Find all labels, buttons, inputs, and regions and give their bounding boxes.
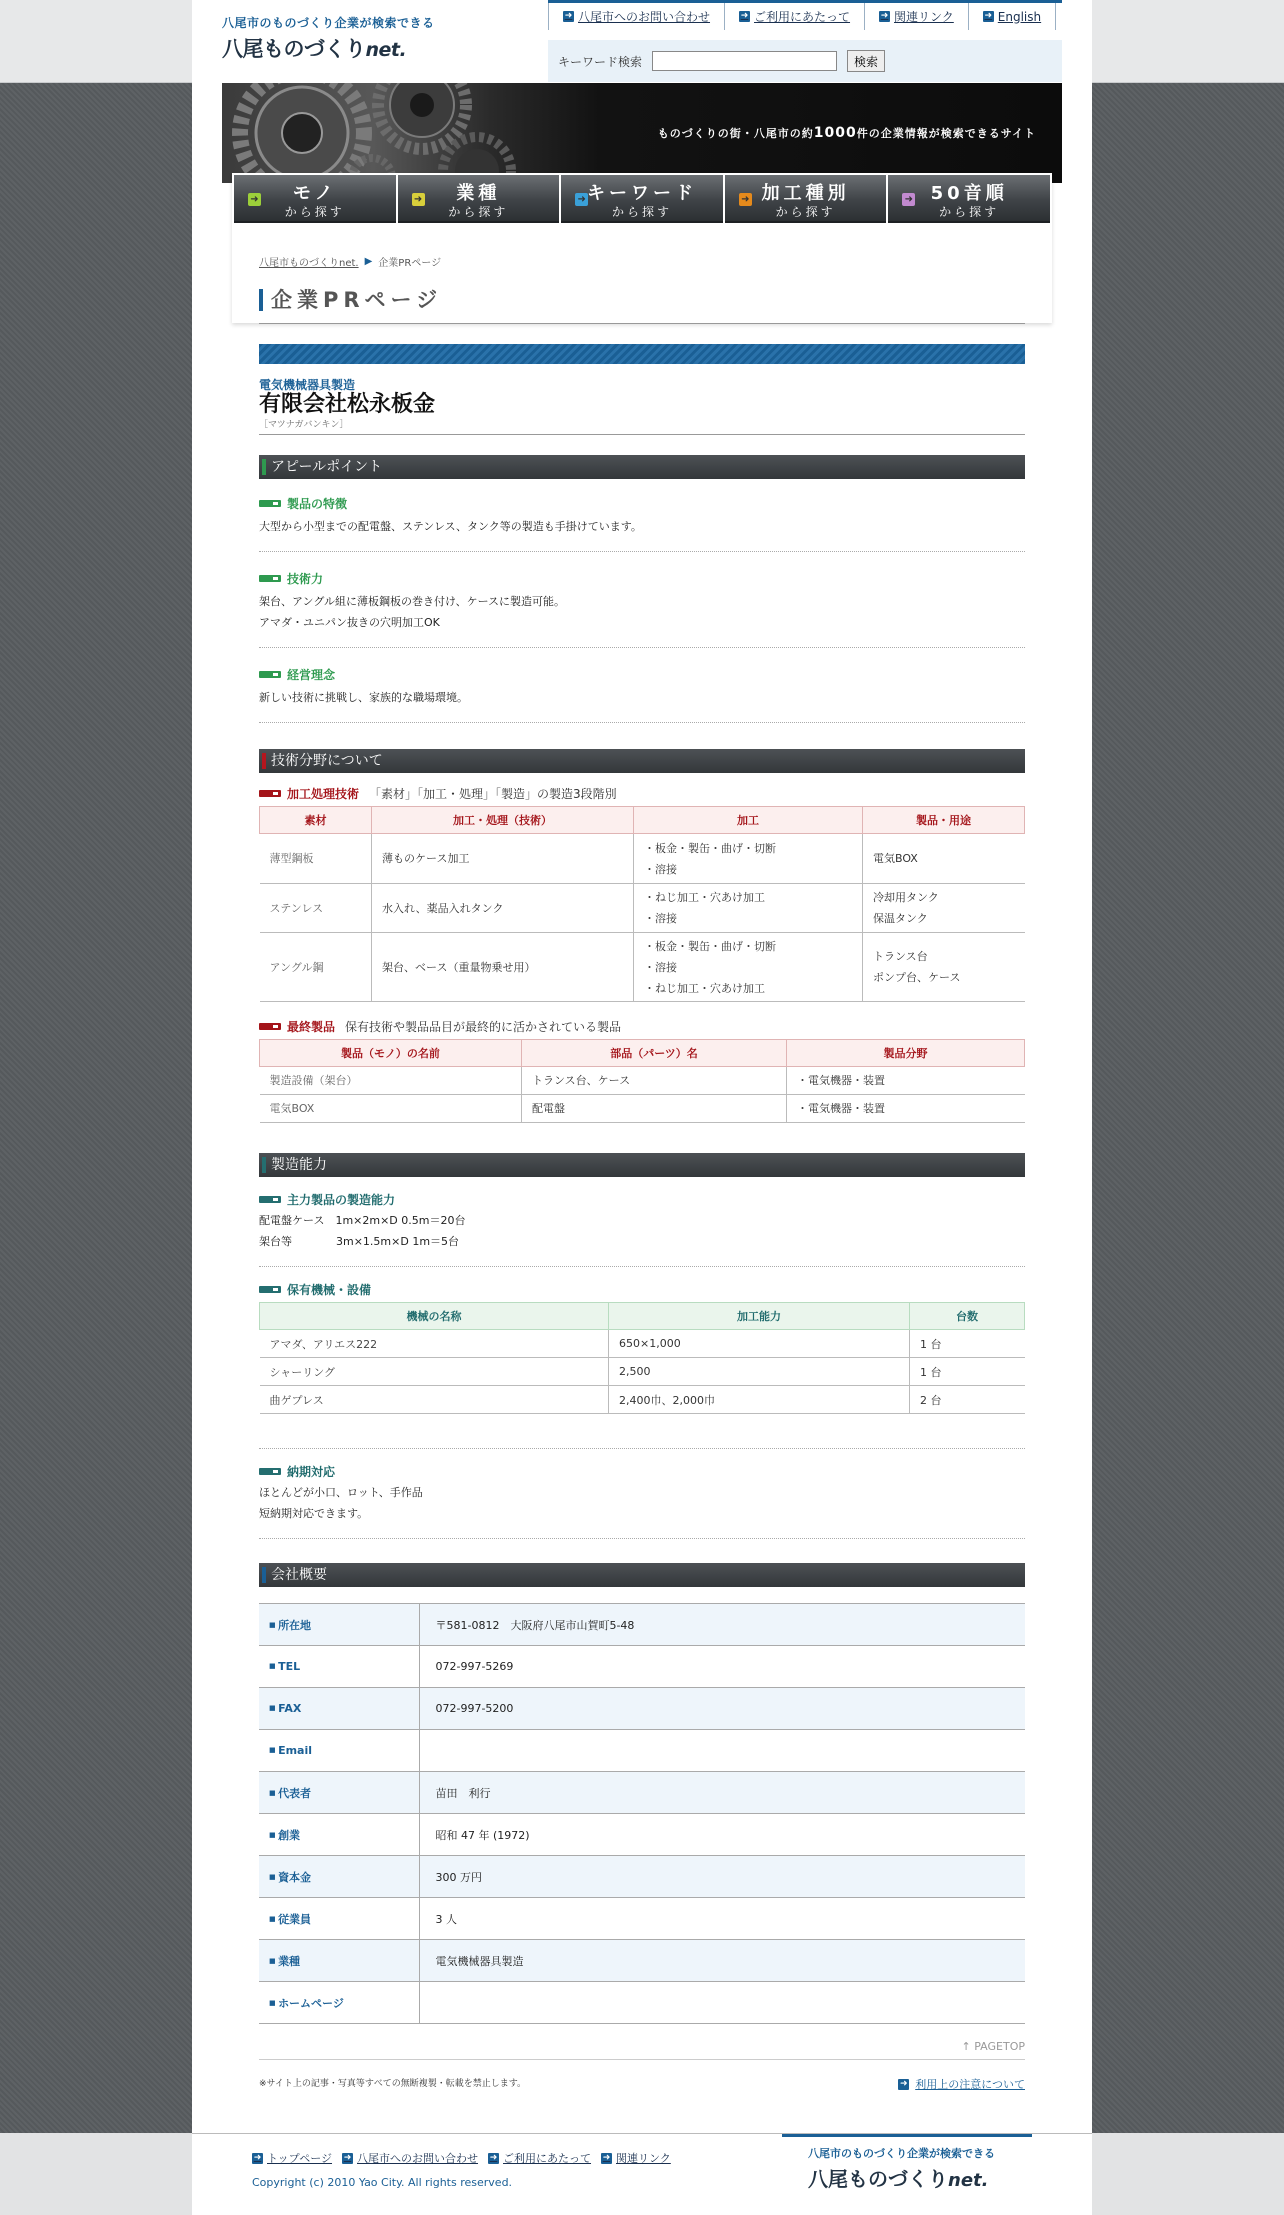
table-cell: 薄型鋼板 [260,834,372,884]
dotted-divider [259,1266,1025,1267]
equip-title: 保有機械・設備 [287,1283,372,1297]
table-cell: 曲ゲプレス [260,1386,609,1414]
table-cell: ・電気機器・装置 [787,1095,1025,1123]
profile-row [259,1646,1025,1688]
profile-value [419,1982,1025,2024]
footer-usage-link[interactable] [488,2150,591,2166]
table-cell: 2,400巾、2,000巾 [609,1386,910,1414]
appeal-line: 架台、アングル組に薄板鋼板の巻き付け、ケースに製造可能。 [259,595,566,608]
appeal-item-text [259,591,1025,633]
footer-links-link[interactable] [601,2150,671,2166]
arrow-icon: ➜ [984,11,993,21]
arrow-icon: ➜ [343,2152,352,2163]
profile-row [259,1604,1025,1646]
table-cell: ・電気機器・装置 [787,1067,1025,1095]
main-capacity-title: 主力製品の製造能力 [287,1193,396,1207]
nav-label: 八尾市へのお問い合わせ [578,10,711,24]
arrow-icon: ➜ [248,193,261,206]
final-note: 保有技術や製品品目が最終的に活かされている製品 [345,1020,622,1034]
arrow-icon: ➜ [575,193,588,206]
arrow-icon: ➜ [880,11,889,21]
gnav-subtitle: から探す [775,205,836,219]
footer-nav-label: 八尾市へのお問い合わせ [357,2152,479,2165]
table-row [260,884,1025,933]
site-logo[interactable] [222,14,435,63]
gnav-subtitle: から探す [939,205,1000,219]
proc-heading [259,785,1025,802]
main-capacity-heading [259,1191,1025,1208]
main-capacity-text [259,1210,1025,1252]
section-tech: 技術分野について [259,749,1025,773]
table-cell: 1 台 [910,1358,1025,1386]
tag-pre: ものづくりの街・八尾市の約 [657,127,814,140]
company-divider [259,434,1025,435]
profile-value: 300 万円 [419,1856,1025,1898]
company-kana: ［マツナガバンキン］ [259,420,349,430]
marker-icon [259,1286,281,1293]
arrow-icon: ➜ [902,193,915,206]
notice-bar [259,2059,1025,2092]
gears-image [222,83,582,183]
dotted-divider [259,1538,1025,1539]
profile-value: 3 人 [419,1898,1025,1940]
nav-english-link[interactable] [968,3,1056,30]
table-row [260,933,1025,1002]
delivery-line: 短納期対応できます。 [259,1507,369,1520]
gnav-title: 業種 [456,183,501,204]
appeal-item-heading [259,570,1025,587]
dotted-divider [259,551,1025,552]
equip-heading [259,1281,1025,1298]
table-cell: トランス台、ケース [522,1067,787,1095]
table-row [260,1386,1025,1414]
table-cell: 薄ものケース加工 [372,834,634,884]
company-stripe [259,344,1025,364]
footer-top-link[interactable] [252,2150,332,2166]
proc-body [260,834,1025,1002]
table-cell: 2 台 [910,1386,1025,1414]
gnav-item-3[interactable] [725,175,887,223]
footer-nav-label: 関連リンク [616,2152,671,2165]
appeal-line: 新しい技術に挑戦し、家族的な職場環境。 [259,691,468,704]
proc-table [259,806,1025,1002]
tag-num: 1000 [813,125,857,141]
appeal-item-title: 技術力 [287,572,324,586]
profile-value: 072-997-5200 [419,1688,1025,1730]
profile-row [259,1814,1025,1856]
footer-logo-text: 八尾ものづくり [808,2167,948,2191]
column-header: 製品分野 [787,1040,1025,1067]
appeal-line: アマダ・ユニパン抜きの穴明加工OK [259,616,440,629]
delivery-text [259,1482,1025,1524]
dotted-divider [259,722,1025,723]
search-bar [548,40,1062,82]
marker-icon [259,1023,281,1030]
delivery-line: ほとんどが小口、ロット、手作品 [259,1486,423,1499]
section-profile: 会社概要 [259,1563,1025,1587]
final-body [260,1067,1025,1123]
company-type: 電気機械器具製造 [259,378,356,392]
nav-label: 関連リンク [894,10,954,24]
profile-key: ■ 所在地 [259,1604,419,1646]
arrow-icon: ➜ [564,11,573,21]
column-header: 台数 [910,1303,1025,1330]
footer-logo[interactable] [782,2134,1032,2192]
nav-contact-link[interactable] [548,3,724,30]
gnav-item-0[interactable] [234,175,396,223]
final-table [259,1039,1025,1123]
usage-notes-label: 利用上の注意について [915,2078,1025,2091]
logo-subtitle: 八尾市のものづくり企業が検索できる [222,16,435,30]
footer-nav-label: トップページ [267,2152,333,2165]
marker-icon [259,1468,281,1475]
footer-nav [252,2150,671,2166]
profile-row [259,1982,1025,2024]
profile-row [259,1940,1025,1982]
triangle-right-icon: ▶ [364,256,373,267]
profile-row [259,1898,1025,1940]
appeal-item-title: 製品の特徴 [287,497,348,511]
final-heading [259,1018,1025,1035]
title-divider [259,323,1025,324]
search-label: キーワード検索 [558,54,643,69]
breadcrumb [259,254,1025,269]
equip-table [259,1302,1025,1414]
footer-nav-label: ご利用にあたって [503,2152,592,2165]
table-cell: ・ねじ加工・穴あけ加工 ・溶接 [634,884,863,933]
marker-icon [259,575,281,582]
table-cell: 製造設備（架台） [260,1067,522,1095]
delivery-heading [259,1463,1025,1480]
table-cell: トランス台 ポンプ台、ケース [863,933,1025,1002]
profile-value: 〒581-0812 大阪府八尾市山賀町5-48 [419,1604,1025,1646]
banner [222,83,1062,183]
logo-net: net. [365,39,407,61]
profile-table [259,1603,1025,2024]
column-header: 機械の名称 [260,1303,609,1330]
profile-value: 電気機械器具製造 [419,1940,1025,1982]
company-name: 有限会社松永板金 [259,392,436,417]
nav-usage-link[interactable] [724,3,864,30]
profile-row [259,1772,1025,1814]
profile-value: 苗田 利行 [419,1772,1025,1814]
copyright: Copyright (c) 2010 Yao City. All rights reserved. [252,2176,513,2189]
breadcrumb-current: 企業PRページ [378,258,442,269]
nav-label: ご利用にあたって [754,10,851,24]
appeal-item-text [259,687,1025,708]
table-cell: 2,500 [609,1358,910,1386]
page [192,0,1092,2215]
column-header: 加工・処理（技術） [372,807,634,834]
profile-row [259,1688,1025,1730]
gnav-title: モノ [292,183,337,204]
column-header: 製品（モノ）の名前 [260,1040,522,1067]
table-cell: アングル鋼 [260,933,372,1002]
breadcrumb-home[interactable]: 八尾市ものづくりnet. [259,258,359,269]
arrow-up-icon: ↑ [961,2040,971,2053]
proc-title: 加工処理技術 [287,787,360,801]
global-nav [234,175,1050,223]
proc-header-row [260,807,1025,834]
table-cell: 650×1,000 [609,1330,910,1358]
pagetop-label: PAGETOP [974,2040,1025,2053]
appeal-item-heading [259,666,1025,683]
appeal-items [259,495,1025,723]
arrow-icon: ➜ [899,2078,908,2089]
marker-icon [259,671,281,678]
table-cell: 1 台 [910,1330,1025,1358]
table-cell: ステンレス [260,884,372,933]
main-content [259,254,1025,2092]
footer-logo-subtitle: 八尾市のものづくり企業が検索できる [808,2147,995,2160]
profile-value: 昭和 47 年 (1972) [419,1814,1025,1856]
gnav-subtitle: から探す [448,205,509,219]
gnav-title: キーワード [586,183,697,204]
marker-icon [259,500,281,507]
equip-body [260,1330,1025,1414]
page-title: 企業PRページ [259,289,1025,311]
table-cell: 電気BOX [260,1095,522,1123]
search-input[interactable] [652,51,837,71]
section-appeal: アピールポイント [259,455,1025,479]
arrow-icon: ➜ [602,2152,611,2163]
logo-title-text: 八尾ものづくり [222,37,366,61]
section-capacity: 製造能力 [259,1153,1025,1177]
appeal-line: 大型から小型までの配電盤、ステンレス、タンク等の製造も手掛けています。 [259,520,642,533]
logo-title [222,33,435,63]
proc-note: 「素材」「加工・処理」「製造」の製造3段階別 [369,787,617,801]
column-header: 部品（パーツ）名 [522,1040,787,1067]
equip-header-row [260,1303,1025,1330]
gnav-title: 50音順 [930,183,1008,204]
table-row [260,1095,1025,1123]
column-header: 加工 [634,807,863,834]
column-header: 素材 [260,807,372,834]
table-cell: 配電盤 [522,1095,787,1123]
gnav-item-4[interactable] [888,175,1050,223]
arrow-icon: ➜ [489,2152,498,2163]
search-button[interactable]: 検索 [847,50,885,72]
column-header: 製品・用途 [863,807,1025,834]
table-row [260,1358,1025,1386]
table-row [260,834,1025,884]
profile-key: ■ 従業員 [259,1898,419,1940]
appeal-item-heading [259,495,1025,512]
profile-row [259,1856,1025,1898]
profile-key: ■ 業種 [259,1940,419,1982]
pagetop-link[interactable] [259,2040,1025,2053]
footer-logo-title [808,2163,1032,2192]
profile-key: ■ Email [259,1730,419,1772]
tag-post: 件の企業情報が検索できるサイト [856,127,1036,140]
profile-value: 072-997-5269 [419,1646,1025,1688]
gnav-subtitle: から探す [284,205,345,219]
footer [192,2133,1092,2215]
arrow-icon: ➜ [740,11,749,21]
table-cell: 冷却用タンク 保温タンク [863,884,1025,933]
table-cell: ・板金・製缶・曲げ・切断 ・溶接 ・ねじ加工・穴あけ加工 [634,933,863,1002]
banner-tagline [658,125,1036,141]
profile-value [419,1730,1025,1772]
capacity-line: 架台等 3m×1.5m×D 1m＝5台 [259,1235,460,1248]
dotted-divider [259,647,1025,648]
profile-key: ■ 代表者 [259,1772,419,1814]
gnav-title: 加工種別 [761,183,850,204]
copyright-notice: ※サイト上の記事・写真等すべての無断複製・転載を禁止します。 [259,2079,527,2089]
nav-links-link[interactable] [864,3,968,30]
delivery-title: 納期対応 [287,1465,336,1479]
profile-body [259,1604,1025,2024]
footer-logo-net: net. [948,2170,989,2191]
marker-icon [259,790,281,797]
capacity-line: 配電盤ケース 1m×2m×D 0.5m＝20台 [259,1214,466,1227]
table-cell: シャーリング [260,1358,609,1386]
table-row [260,1067,1025,1095]
gnav-item-1[interactable] [398,175,560,223]
arrow-icon: ➜ [253,2152,262,2163]
footer-contact-link[interactable] [342,2150,478,2166]
appeal-item-title: 経営理念 [287,668,336,682]
final-title: 最終製品 [287,1020,336,1034]
table-cell: アマダ、アリエス222 [260,1330,609,1358]
gnav-subtitle: から探す [611,205,672,219]
final-header-row [260,1040,1025,1067]
gnav-item-2[interactable] [561,175,723,223]
profile-key: ■ ホームページ [259,1982,419,2024]
dotted-divider [259,1448,1025,1449]
arrow-icon: ➜ [739,193,752,206]
usage-notes-link[interactable] [898,2076,1025,2092]
table-cell: 水入れ、薬品入れタンク [372,884,634,933]
column-header: 加工能力 [609,1303,910,1330]
marker-icon [259,1196,281,1203]
table-row [260,1330,1025,1358]
table-cell: 架台、ベース（重量物乗せ用） [372,933,634,1002]
profile-key: ■ 資本金 [259,1856,419,1898]
nav-label: English [997,9,1042,24]
appeal-item-text [259,516,1025,537]
header-nav [548,0,1062,30]
table-cell: ・板金・製缶・曲げ・切断 ・溶接 [634,834,863,884]
table-cell: 電気BOX [863,834,1025,884]
profile-key: ■ FAX [259,1688,419,1730]
profile-key: ■ 創業 [259,1814,419,1856]
profile-row [259,1730,1025,1772]
arrow-icon: ➜ [412,193,425,206]
profile-key: ■ TEL [259,1646,419,1688]
